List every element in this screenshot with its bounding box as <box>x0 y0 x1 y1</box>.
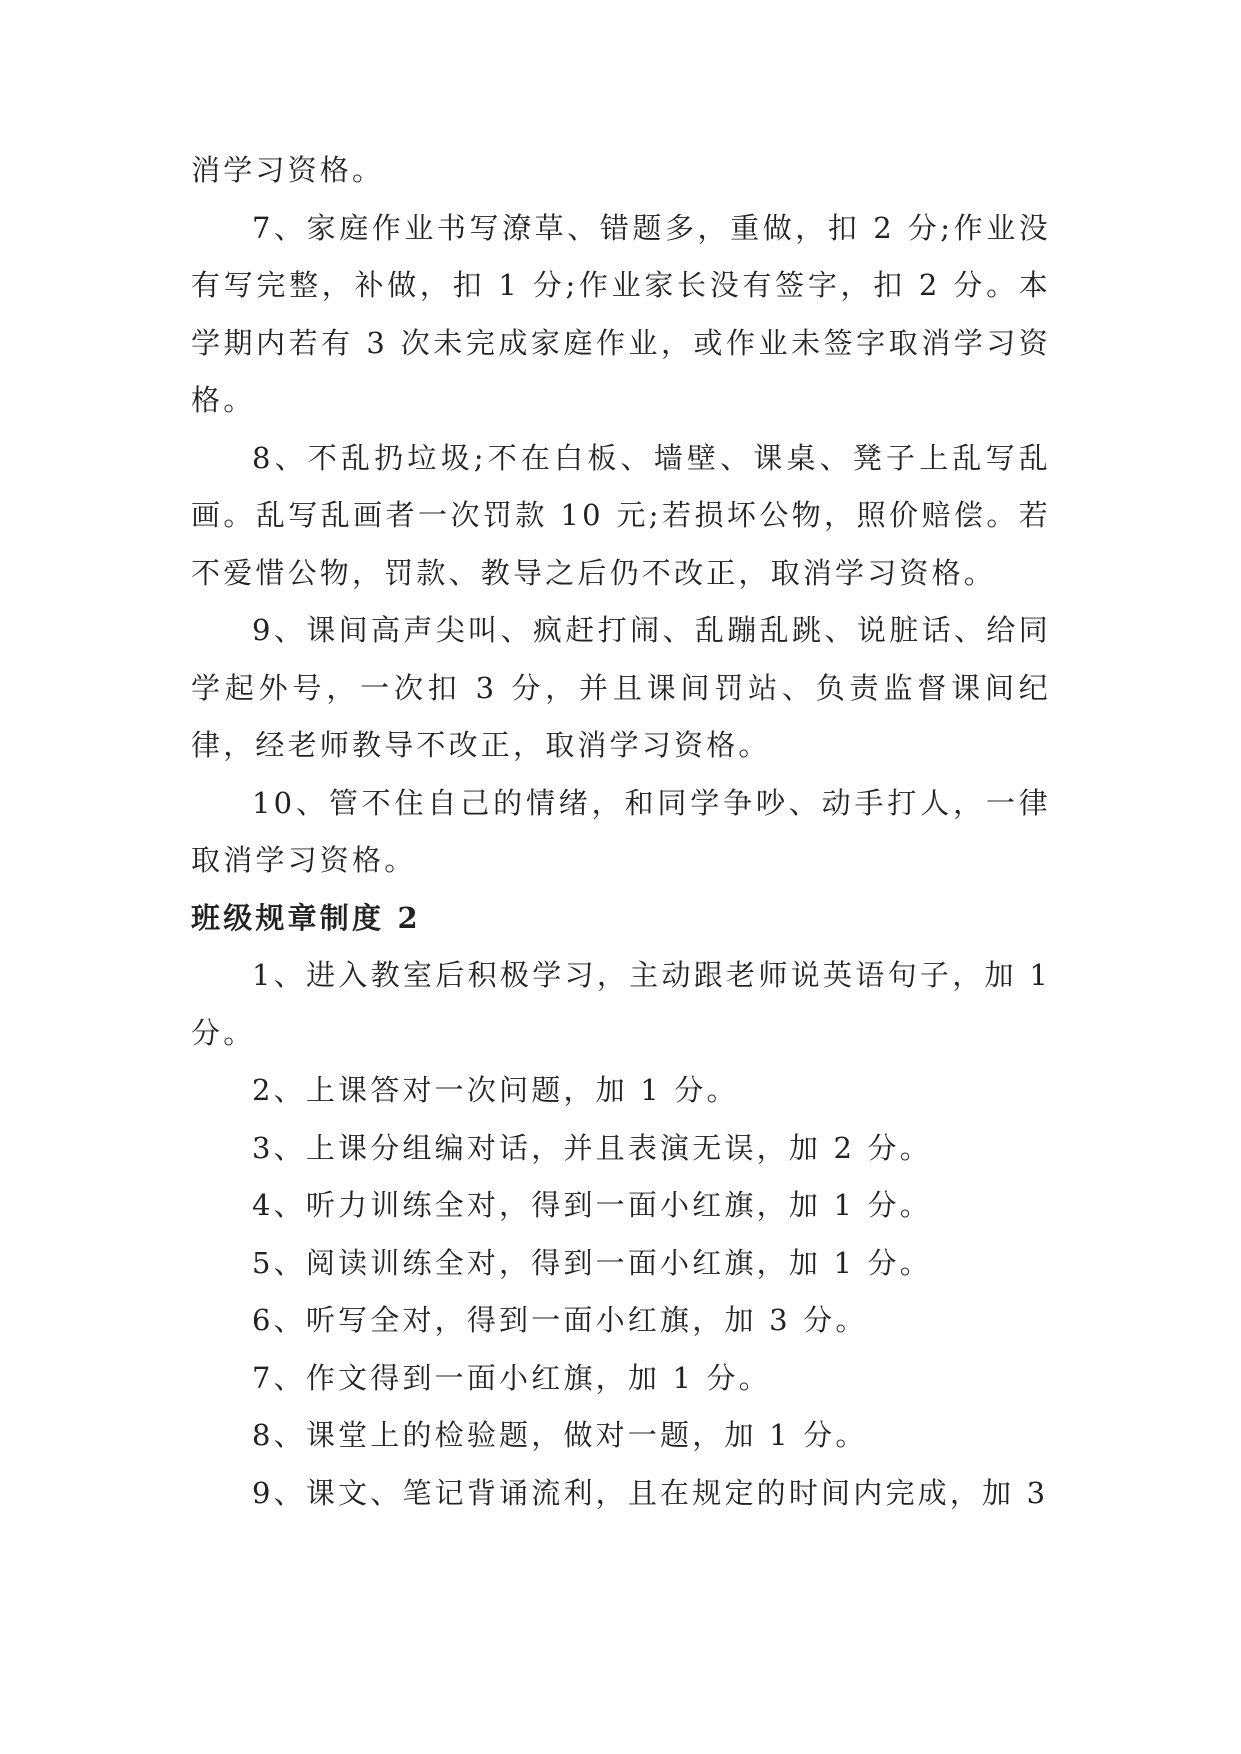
document-page <box>191 142 1051 1522</box>
paragraph: 5、阅读训练全对，得到一面小红旗，加 1 分。 <box>252 1245 932 1280</box>
paragraph: 3、上课分组编对话，并且表演无误，加 2 分。 <box>252 1130 932 1165</box>
paragraph: 6、听写全对，得到一面小红旗，加 3 分。 <box>252 1303 868 1337</box>
paragraph: 9、课间高声尖叫、疯赶打闹、乱蹦乱跳、说脏话、给同学起外号，一次扣 3 分，并且课间罚站、负责监督课间纪律，经老师教导不改正，取消学习资格。 <box>191 613 1051 762</box>
paragraph: 10、管不住自己的情绪，和同学争吵、动手打人，一律取消学习资格。 <box>191 785 1051 877</box>
paragraph: 消学习资格。 <box>191 153 385 187</box>
paragraph: 8、不乱扔垃圾;不在白板、墙壁、课桌、凳子上乱写乱画。乱写乱画者一次罚款 10 元;若损坏公物，照价赔偿。若不爱惜公物，罚款、教导之后仍不改正，取消学习资格。 <box>191 440 1051 590</box>
paragraph: 7、家庭作业书写潦草、错题多，重做，扣 2 分;作业没有写完整，补做，扣 1 分;作业家长没有签字，扣 2 分。本学期内若有 3 次未完成家庭作业，或作业未签字取消学习资格。 <box>191 210 1051 417</box>
paragraph: 1、进入教室后积极学习，主动跟老师说英语句子，加 1 分。 <box>191 958 1051 1050</box>
paragraph: 2、上课答对一次问题，加 1 分。 <box>252 1073 739 1107</box>
paragraph: 7、作文得到一面小红旗，加 1 分。 <box>252 1360 771 1395</box>
paragraph: 4、听力训练全对，得到一面小红旗，加 1 分。 <box>252 1188 932 1222</box>
paragraph: 9、课文、笔记背诵流利，且在规定的时间内完成，加 3 <box>252 1475 1049 1510</box>
paragraph: 8、课堂上的检验题，做对一题，加 1 分。 <box>252 1418 868 1452</box>
section-heading: 班级规章制度 2 <box>191 900 421 935</box>
